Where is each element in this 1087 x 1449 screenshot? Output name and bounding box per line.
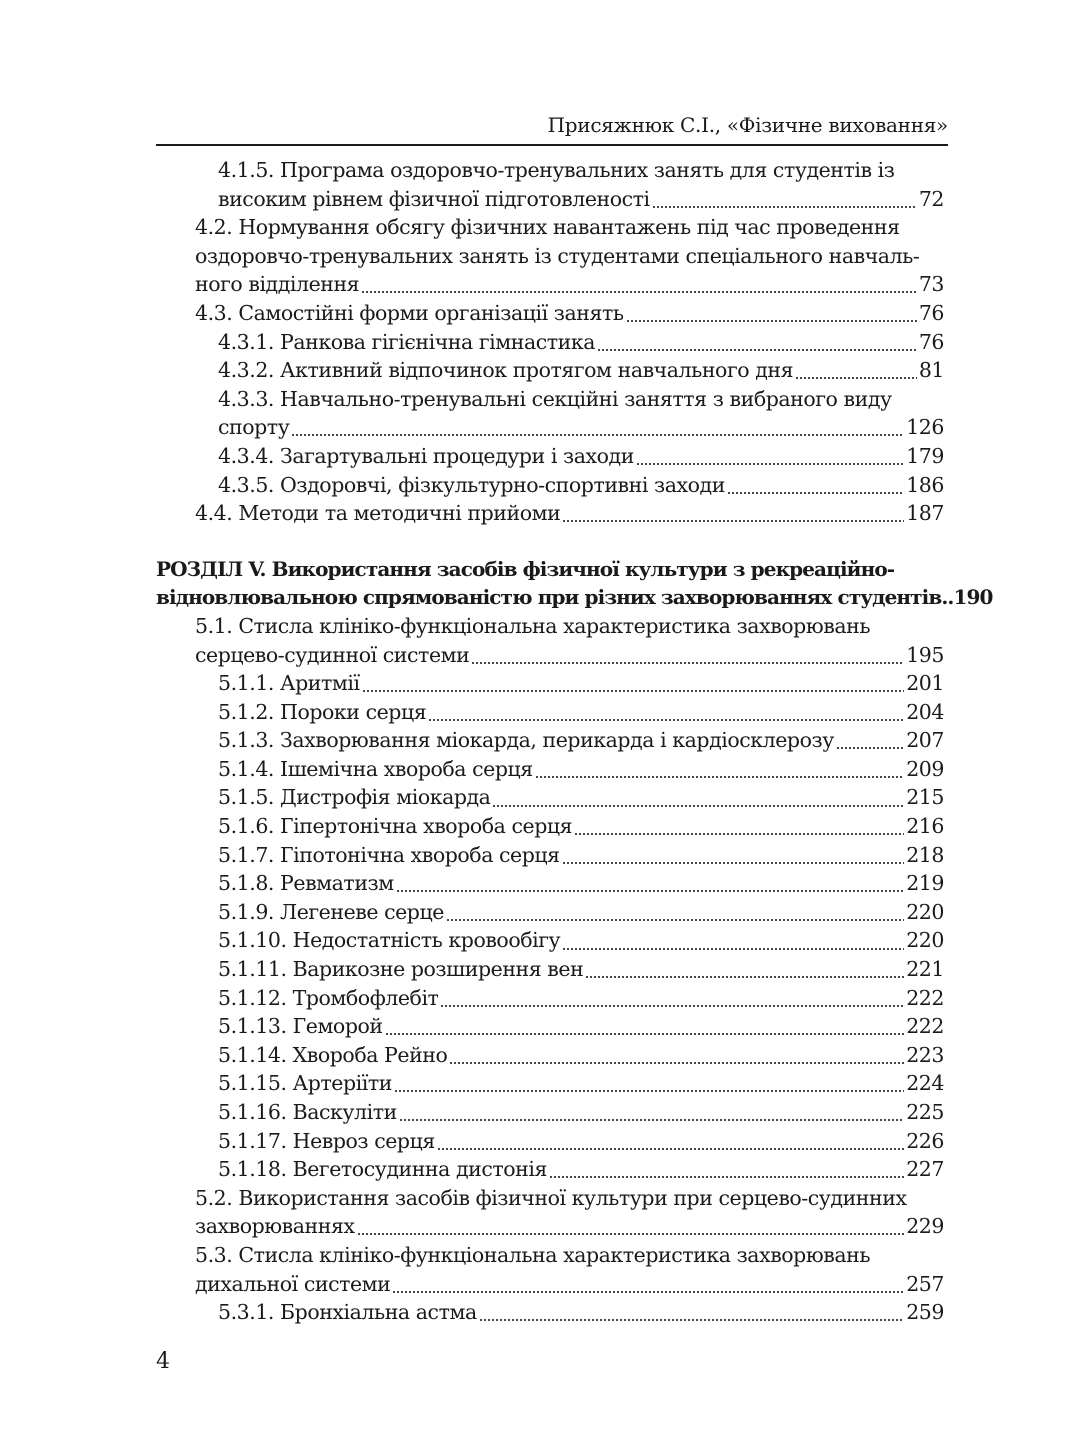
toc-entry-5-1-14: 5.1.14. Хвороба Рейно 223 xyxy=(156,1041,944,1070)
dot-leader xyxy=(585,960,904,978)
dot-leader xyxy=(361,275,917,293)
page-number: 76 xyxy=(918,329,944,354)
toc-entry-5-1-15: 5.1.15. Артеріїти 224 xyxy=(156,1069,944,1098)
page-number: 224 xyxy=(906,1071,944,1096)
dot-leader xyxy=(636,447,904,465)
page-number: 229 xyxy=(906,1214,944,1239)
dot-leader xyxy=(396,874,904,892)
page-number: 218 xyxy=(906,842,944,867)
page-number: 204 xyxy=(906,699,944,724)
dot-leader xyxy=(535,760,904,778)
dot-leader xyxy=(492,789,904,807)
page-number: 219 xyxy=(906,871,944,896)
page-number: 223 xyxy=(906,1042,944,1067)
dot-leader xyxy=(562,504,904,522)
dot-leader xyxy=(392,1275,904,1293)
dot-leader xyxy=(727,476,904,494)
toc-entry-5-3: дихальної системи 257 xyxy=(156,1270,944,1299)
toc-entry-4-3-4: 4.3.4. Загартувальні процедури і заходи 179 xyxy=(156,442,944,471)
dot-leader xyxy=(471,646,904,664)
toc-entry-4-3-3-line1: 4.3.3. Навчально-тренувальні секційні заняття з вибраного виду xyxy=(218,386,892,411)
toc-entry-5-1-8: 5.1.8. Ревматизм 219 xyxy=(156,869,944,898)
toc-entry-5-1-7: 5.1.7. Гіпотонічна хвороба серця 218 xyxy=(156,841,944,870)
header-rule xyxy=(156,144,948,146)
page-number: 221 xyxy=(906,957,944,982)
dot-leader xyxy=(440,989,904,1007)
toc-entry-5-3-1: 5.3.1. Бронхіальна астма 259 xyxy=(156,1298,944,1327)
toc-entry-5-1-5: 5.1.5. Дистрофія міокарда 215 xyxy=(156,783,944,812)
page-number: 215 xyxy=(906,785,944,810)
page-number: 73 xyxy=(918,272,944,297)
page-number: 72 xyxy=(918,186,944,211)
toc-entry-4-4: 4.4. Методи та методичні прийоми 187 xyxy=(156,499,944,528)
page-number: 207 xyxy=(906,728,944,753)
dot-leader xyxy=(626,304,917,322)
page-number: 222 xyxy=(906,1014,944,1039)
running-header: Присяжнюк С.І., «Фізичне виховання» xyxy=(547,113,948,137)
dot-leader xyxy=(394,1074,904,1092)
dot-leader xyxy=(385,1017,905,1035)
toc-entry-4-1-5-line1: 4.1.5. Програма оздоровчо-тренувальних занять для студентів із xyxy=(218,158,895,182)
page-number: 225 xyxy=(906,1100,944,1124)
page-number: 259 xyxy=(906,1300,944,1325)
dot-leader xyxy=(449,1046,904,1064)
dot-leader xyxy=(479,1303,904,1321)
toc-entry-4-3-1: 4.3.1. Ранкова гігієнічна гімнастика 76 xyxy=(156,328,944,357)
toc-entry-5-1-3: 5.1.3. Захворювання міокарда, перикарда і кардіосклерозу 207 xyxy=(156,726,944,755)
toc-entry-5-1-6: 5.1.6. Гіпертонічна хвороба серця 216 xyxy=(156,812,944,841)
toc-entry-4-2: ного відділення 73 xyxy=(156,270,944,299)
dot-leader xyxy=(549,1160,904,1178)
page-number: 209 xyxy=(906,756,944,781)
page-number: 222 xyxy=(906,985,944,1010)
page-number: 187 xyxy=(906,501,944,526)
toc-entry-5-1-1: 5.1.1. Аритмії 201 xyxy=(156,669,944,698)
toc-entry-5-1: серцево-судинної системи 195 xyxy=(156,641,944,670)
page-folio: 4 xyxy=(156,1349,170,1374)
toc-entry-5-1-9: 5.1.9. Легеневе серце 220 xyxy=(156,898,944,927)
toc-entry-5-1-12: 5.1.12. Тромбофлебіт 222 xyxy=(156,984,944,1013)
dot-leader xyxy=(562,846,905,864)
page-number: 126 xyxy=(906,415,944,440)
toc-entry-4-3-3: спорту 126 xyxy=(156,413,944,442)
toc-entry-5-1-line1: 5.1. Стисла клініко-функціональна характеристика захворювань xyxy=(195,613,871,638)
section-gap xyxy=(156,528,944,555)
page-number: 195 xyxy=(906,642,944,667)
page-number: 220 xyxy=(906,899,944,924)
dot-leader xyxy=(562,932,904,950)
dot-leader xyxy=(357,1217,905,1235)
page-number: 186 xyxy=(906,472,944,497)
dot-leader xyxy=(291,418,904,436)
toc-entry-5-1-16: 5.1.16. Васкуліти 225 xyxy=(156,1098,944,1127)
toc-entry-4-2-line1: 4.2. Нормування обсягу фізичних навантажень під час проведення xyxy=(195,215,900,240)
toc-entry-4-2-line2: оздоровчо-тренувальних занять із студентами спеціального навчаль- xyxy=(195,243,920,268)
toc-entry-5-1-17: 5.1.17. Невроз серця 226 xyxy=(156,1127,944,1156)
toc-entry-5-1-10: 5.1.10. Недостатність кровообігу 220 xyxy=(156,926,944,955)
toc-entry-5-1-18: 5.1.18. Вегетосудинна дистонія 227 xyxy=(156,1155,944,1184)
table-of-contents xyxy=(156,156,993,1327)
toc-chapter-5: відновлювальною спрямованістю при різних захворюваннях студентів ..190 xyxy=(156,583,944,612)
page-number: 81 xyxy=(918,358,944,383)
page-number: 216 xyxy=(906,814,944,839)
page-number: 227 xyxy=(906,1157,944,1182)
toc-chapter-5-line1: РОЗДІЛ V. Використання засобів фізичної культури з рекреаційно- xyxy=(156,556,895,581)
dot-leader xyxy=(362,674,905,692)
page-number: 220 xyxy=(906,928,944,953)
dot-leader xyxy=(652,190,917,208)
dot-leader xyxy=(399,1103,904,1121)
page-number: 179 xyxy=(906,443,944,468)
toc-entry-5-3-line1: 5.3. Стисла клініко-функціональна характеристика захворювань xyxy=(195,1242,871,1267)
dot-leader xyxy=(836,731,904,749)
toc-entry-4-3: 4.3. Самостійні форми організації занять 76 xyxy=(156,299,944,328)
dot-leader xyxy=(597,333,917,351)
dot-leader xyxy=(437,1132,904,1150)
page-number: 201 xyxy=(906,671,944,696)
toc-entry-5-2-line1: 5.2. Використання засобів фізичної культури при серцево-судинних xyxy=(195,1185,907,1210)
page-number: ..190 xyxy=(941,585,993,610)
dot-leader xyxy=(428,703,904,721)
page-number: 76 xyxy=(918,300,944,325)
dot-leader xyxy=(446,903,904,921)
dot-leader xyxy=(795,361,917,379)
toc-entry-5-1-2: 5.1.2. Пороки серця 204 xyxy=(156,698,944,727)
toc-entry-5-1-4: 5.1.4. Ішемічна хвороба серця 209 xyxy=(156,755,944,784)
toc-entry-4-1-5: високим рівнем фізичної підготовленості 72 xyxy=(156,185,944,214)
toc-entry-5-1-13: 5.1.13. Геморой 222 xyxy=(156,1012,944,1041)
toc-entry-5-2: захворюваннях 229 xyxy=(156,1212,944,1241)
toc-entry-4-3-2: 4.3.2. Активний відпочинок протягом навчального дня 81 xyxy=(156,356,944,385)
page-number: 257 xyxy=(906,1271,944,1296)
toc-entry-4-3-5: 4.3.5. Оздоровчі, фізкультурно-спортивні заходи 186 xyxy=(156,471,944,500)
page-number: 226 xyxy=(906,1128,944,1153)
dot-leader xyxy=(574,817,904,835)
toc-entry-5-1-11: 5.1.11. Варикозне розширення вен 221 xyxy=(156,955,944,984)
